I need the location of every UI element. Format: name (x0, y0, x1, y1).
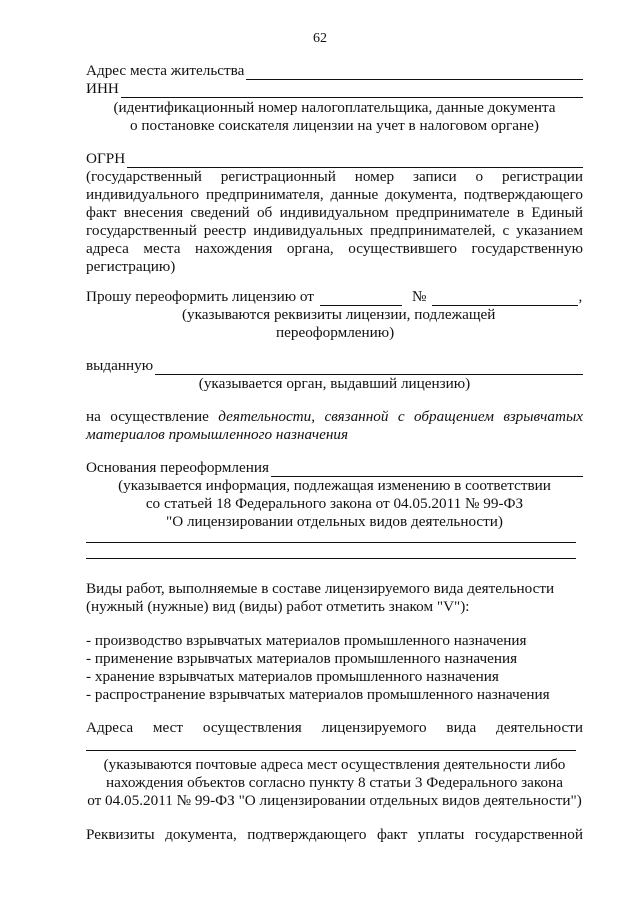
activity-line (86, 408, 583, 426)
locations-label-text: Адреса мест осуществления лицензируемого вида деятельности (86, 719, 583, 736)
issued-field (86, 357, 583, 375)
inn-label: ИНН (86, 80, 119, 97)
work-type-item[interactable]: - производство взрывчатых материалов промышленного назначения (86, 632, 527, 649)
request-note-line: (указываются реквизиты лицензии, подлежащей (182, 306, 496, 323)
issued-note-line: (указывается орган, выдавший лицензию) (198, 375, 471, 392)
inn-note-line: (идентификационный номер налогоплательщика, данные документа (113, 99, 556, 116)
work-types-intro-line: (нужный (нужные) вид (виды) работ отметить знаком "V"): (86, 598, 470, 615)
grounds-field (86, 459, 583, 477)
work-types-list (86, 632, 583, 704)
ogrn-note-line: государственный реестр индивидуальных предпринимателей, с указанием (86, 222, 583, 239)
number-sign: № (411, 288, 427, 305)
activity-text (86, 408, 583, 444)
activity-italic-line: материалов промышленного назначения (86, 426, 349, 443)
work-types-intro-line: Виды работ, выполняемые в составе лицензируемого вида деятельности (86, 580, 555, 597)
ogrn-note-line: индивидуального предпринимателя, данные документа, подтверждающего (86, 186, 583, 203)
grounds-extra-line[interactable] (86, 558, 576, 559)
payment-text (86, 826, 583, 844)
ogrn-note (86, 168, 583, 276)
ogrn-note-line: (государственный регистрационный номер записи о регистрации (86, 168, 583, 185)
ogrn-note-line: регистрацию) (86, 258, 176, 275)
request-field (86, 288, 583, 306)
license-number-line[interactable] (432, 291, 578, 306)
request-note-line: переоформлению) (276, 324, 395, 341)
ogrn-note-line: факт внесения сведений об индивидуальном предпринимателе в Единый (86, 204, 583, 221)
issued-input-line[interactable] (155, 360, 583, 375)
locations-label (86, 719, 583, 737)
grounds-note-line: со статьей 18 Федерального закона от 04.05.2011 № 99-ФЗ (145, 495, 524, 512)
grounds-note-line: "О лицензировании отдельных видов деятельности) (166, 513, 503, 530)
locations-note-line: (указываются почтовые адреса мест осуществления деятельности либо (103, 756, 566, 773)
request-note (86, 306, 583, 342)
request-label: Прошу переоформить лицензию от (86, 288, 314, 305)
license-date-line[interactable] (320, 291, 402, 306)
inn-note-line: о постановке соискателя лицензии на учет в налоговом органе) (130, 117, 539, 134)
issued-note (86, 375, 583, 393)
ogrn-input-line[interactable] (127, 153, 583, 168)
ogrn-note-line: адреса места нахождения органа, осуществившего государственную (86, 240, 583, 257)
work-types-intro (86, 580, 583, 616)
issued-label: выданную (86, 357, 154, 374)
work-type-item[interactable]: - хранение взрывчатых материалов промышленного назначения (86, 668, 499, 685)
inn-input-line[interactable] (121, 83, 583, 98)
locations-note-line: от 04.05.2011 № 99-ФЗ "О лицензировании отдельных видов деятельности") (87, 792, 582, 809)
activity-italic: деятельности, связанной с обращением взрывчатых (218, 408, 583, 425)
locations-note (86, 756, 583, 810)
ogrn-field (86, 150, 583, 168)
work-type-item[interactable]: - применение взрывчатых материалов промышленного назначения (86, 650, 518, 667)
inn-note (86, 99, 583, 135)
grounds-note (86, 477, 583, 531)
page-number: 62 (313, 31, 327, 46)
grounds-note-line: (указывается информация, подлежащая изменению в соответствии (118, 477, 551, 494)
address-input-line[interactable] (246, 65, 583, 80)
address-label: Адрес места жительства (86, 62, 245, 79)
activity-prefix: на осуществление (86, 408, 209, 425)
ogrn-label: ОГРН (86, 150, 126, 167)
grounds-label: Основания переоформления (86, 459, 269, 476)
locations-input-line[interactable] (86, 750, 576, 751)
inn-field (86, 80, 583, 98)
grounds-input-line[interactable] (271, 462, 583, 477)
request-comma: , (578, 288, 583, 305)
grounds-extra-line[interactable] (86, 542, 576, 543)
payment-line: Реквизиты документа, подтверждающего факт уплаты государственной (86, 826, 583, 843)
work-type-item[interactable]: - распространение взрывчатых материалов промышленного назначения (86, 686, 550, 703)
locations-note-line: нахождения объектов согласно пункту 8 статьи 3 Федерального закона (106, 774, 563, 791)
address-field (86, 62, 583, 80)
